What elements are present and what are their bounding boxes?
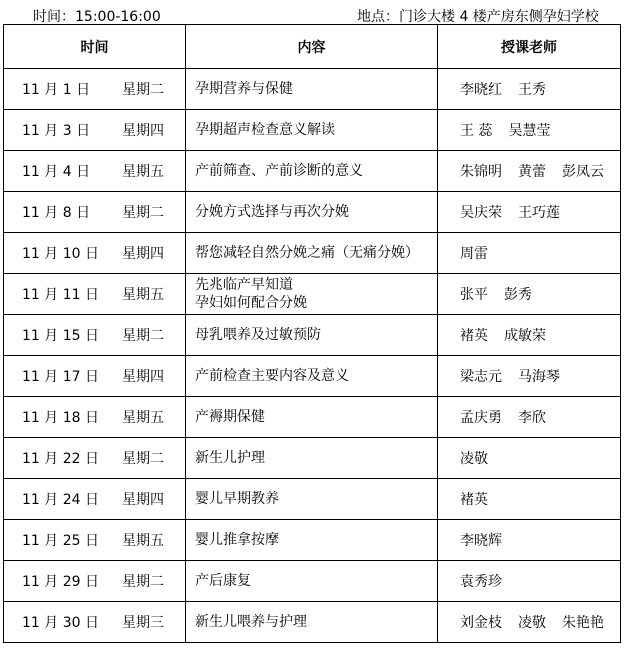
teacher-name: 吴慧莹 — [508, 123, 551, 139]
content-cell — [186, 233, 438, 274]
content-line: 产前筛查、产前诊断的意义 — [195, 163, 363, 179]
content-cell — [186, 151, 438, 192]
time-cell — [4, 192, 186, 233]
page-header — [0, 2, 624, 24]
teacher-cell — [438, 151, 621, 192]
teacher-name: 褚英 — [460, 492, 488, 508]
weekday-text: 星期二 — [122, 205, 164, 221]
time-cell — [4, 69, 186, 110]
column-header-time: 时间 — [4, 25, 186, 69]
table-header-row — [4, 25, 621, 69]
teacher-name: 梁志元 — [460, 369, 502, 385]
content-line: 产后康复 — [195, 573, 251, 589]
time-cell — [4, 479, 186, 520]
date-text: 11 月 4 日 — [22, 164, 91, 180]
date-text: 11 月 1 日 — [22, 82, 91, 98]
teacher-name: 李晓红 — [460, 82, 502, 98]
column-header-teacher: 授课老师 — [438, 25, 621, 69]
teacher-name: 朱锦明 — [460, 164, 502, 180]
teacher-name: 彭凤云 — [562, 164, 604, 180]
teacher-name: 李晓辉 — [460, 533, 502, 549]
weekday-text: 星期二 — [122, 82, 164, 98]
teacher-cell — [438, 561, 621, 602]
weekday-text: 星期五 — [122, 287, 164, 303]
content-line: 孕期营养与保健 — [195, 81, 293, 97]
schedule-body — [4, 69, 621, 643]
teacher-name: 王 蕊 — [460, 123, 493, 139]
weekday-text: 星期二 — [122, 574, 164, 590]
teacher-cell — [438, 602, 621, 643]
content-cell — [186, 561, 438, 602]
content-cell — [186, 356, 438, 397]
content-cell — [186, 602, 438, 643]
date-text: 11 月 25 日 — [22, 533, 99, 549]
schedule-table — [3, 24, 621, 643]
content-cell — [186, 520, 438, 561]
date-text: 11 月 24 日 — [22, 492, 99, 508]
content-line: 婴儿推拿按摩 — [195, 532, 279, 548]
table-row — [4, 233, 621, 274]
table-row — [4, 438, 621, 479]
time-cell — [4, 274, 186, 315]
content-line: 产褥期保健 — [195, 409, 265, 425]
content-line: 分娩方式选择与再次分娩 — [195, 204, 349, 220]
teacher-name: 凌敬 — [518, 615, 546, 631]
content-line: 孕期超声检查意义解读 — [195, 122, 335, 138]
content-cell — [186, 397, 438, 438]
table-row — [4, 151, 621, 192]
weekday-text: 星期四 — [122, 369, 164, 385]
session-location: 地点：门诊大楼 4 楼产房东侧孕妇学校 — [357, 9, 599, 25]
table-row — [4, 479, 621, 520]
teacher-name: 褚英 — [460, 328, 488, 344]
table-row — [4, 274, 621, 315]
date-text: 11 月 8 日 — [22, 205, 91, 221]
table-row — [4, 110, 621, 151]
session-time: 时间：15:00-16:00 — [33, 9, 161, 25]
teacher-name: 凌敬 — [460, 451, 488, 467]
date-text: 11 月 10 日 — [22, 246, 99, 262]
weekday-text: 星期二 — [122, 451, 164, 467]
time-cell — [4, 602, 186, 643]
teacher-cell — [438, 315, 621, 356]
content-cell — [186, 69, 438, 110]
teacher-cell — [438, 479, 621, 520]
weekday-text: 星期四 — [122, 123, 164, 139]
date-text: 11 月 22 日 — [22, 451, 99, 467]
time-cell — [4, 110, 186, 151]
teacher-name: 朱艳艳 — [562, 615, 604, 631]
teacher-cell — [438, 233, 621, 274]
weekday-text: 星期三 — [122, 615, 164, 631]
teacher-name: 吴庆荣 — [460, 205, 502, 221]
weekday-text: 星期四 — [122, 246, 164, 262]
weekday-text: 星期二 — [122, 328, 164, 344]
teacher-name: 李欣 — [518, 410, 546, 426]
teacher-name: 袁秀珍 — [460, 574, 502, 590]
content-line: 母乳喂养及过敏预防 — [195, 327, 321, 343]
content-cell — [186, 438, 438, 479]
content-cell — [186, 192, 438, 233]
teacher-name: 孟庆勇 — [460, 410, 502, 426]
teacher-cell — [438, 397, 621, 438]
date-text: 11 月 17 日 — [22, 369, 99, 385]
date-text: 11 月 30 日 — [22, 615, 99, 631]
time-cell — [4, 233, 186, 274]
column-header-content: 内容 — [186, 25, 438, 69]
date-text: 11 月 11 日 — [22, 287, 99, 303]
content-line: 产前检查主要内容及意义 — [195, 368, 349, 384]
weekday-text: 星期五 — [122, 164, 164, 180]
content-line: 新生儿护理 — [195, 450, 265, 466]
content-cell — [186, 315, 438, 356]
date-text: 11 月 15 日 — [22, 328, 99, 344]
time-cell — [4, 438, 186, 479]
table-row — [4, 315, 621, 356]
teacher-name: 彭秀 — [504, 287, 532, 303]
content-line: 孕妇如何配合分娩 — [195, 295, 307, 311]
table-row — [4, 356, 621, 397]
content-line: 帮您减轻自然分娩之痛（无痛分娩） — [195, 245, 419, 261]
date-text: 11 月 18 日 — [22, 410, 99, 426]
content-cell — [186, 110, 438, 151]
teacher-cell — [438, 69, 621, 110]
weekday-text: 星期四 — [122, 492, 164, 508]
content-line: 先兆临产早知道 — [195, 277, 293, 293]
time-cell — [4, 520, 186, 561]
teacher-name: 成敏荣 — [504, 328, 546, 344]
time-cell — [4, 151, 186, 192]
teacher-name: 王巧莲 — [518, 205, 560, 221]
time-cell — [4, 397, 186, 438]
teacher-cell — [438, 520, 621, 561]
table-row — [4, 520, 621, 561]
teacher-name: 刘金枝 — [460, 615, 502, 631]
weekday-text: 星期五 — [122, 533, 164, 549]
table-row — [4, 192, 621, 233]
teacher-cell — [438, 192, 621, 233]
content-cell — [186, 274, 438, 315]
teacher-name: 周雷 — [460, 246, 488, 262]
time-cell — [4, 356, 186, 397]
table-row — [4, 602, 621, 643]
time-cell — [4, 561, 186, 602]
table-row — [4, 397, 621, 438]
teacher-cell — [438, 110, 621, 151]
teacher-name: 黄蕾 — [518, 164, 546, 180]
weekday-text: 星期五 — [122, 410, 164, 426]
teacher-name: 王秀 — [518, 82, 546, 98]
teacher-cell — [438, 356, 621, 397]
content-cell — [186, 479, 438, 520]
content-line: 新生儿喂养与护理 — [195, 614, 307, 630]
content-line: 婴儿早期教养 — [195, 491, 279, 507]
teacher-cell — [438, 438, 621, 479]
table-row — [4, 69, 621, 110]
teacher-cell — [438, 274, 621, 315]
teacher-name: 马海琴 — [518, 369, 560, 385]
table-row — [4, 561, 621, 602]
date-text: 11 月 3 日 — [22, 123, 91, 139]
time-cell — [4, 315, 186, 356]
date-text: 11 月 29 日 — [22, 574, 99, 590]
teacher-name: 张平 — [460, 287, 488, 303]
